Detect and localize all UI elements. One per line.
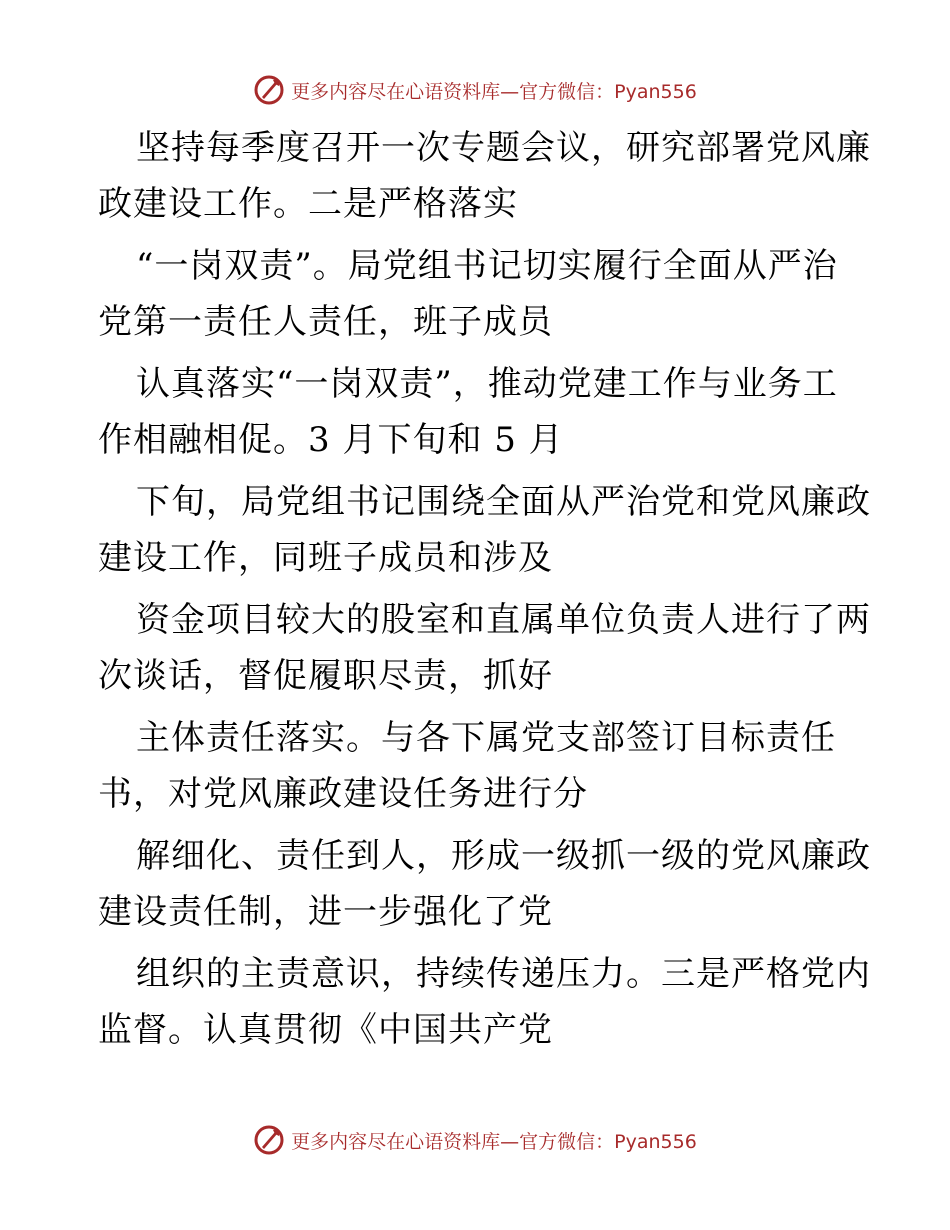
body-line: 主体责任落实。与各下属党支部签订目标责任 — [136, 718, 836, 758]
body-line: 政建设工作。二是严格落实 — [98, 184, 518, 224]
body-line: 建设工作，同班子成员和涉及 — [98, 538, 553, 578]
body-line: 解细化、责任到人，形成一级抓一级的党风廉政 — [136, 836, 871, 876]
quill-pen-logo-icon — [253, 74, 285, 106]
body-line: 作相融相促。3 月下旬和 5 月 — [98, 420, 564, 460]
body-line: 监督。认真贯彻《中国共产党 — [98, 1010, 553, 1050]
body-line: 认真落实“一岗双责”，推动党建工作与业务工 — [136, 364, 838, 404]
footer-banner-text: 更多内容尽在心语资料库—官方微信：Pyan556 — [291, 1130, 697, 1153]
header-banner — [0, 70, 950, 110]
body-line: 下旬，局党组书记围绕全面从严治党和党风廉政 — [136, 482, 871, 522]
body-line: 组织的主责意识，持续传递压力。三是严格党内 — [136, 954, 871, 994]
footer-banner — [0, 1120, 950, 1160]
body-line: 次谈话，督促履职尽责，抓好 — [98, 656, 553, 696]
body-line: 党第一责任人责任，班子成员 — [98, 302, 553, 342]
body-line: 书，对党风廉政建设任务进行分 — [98, 774, 588, 814]
body-line: 坚持每季度召开一次专题会议，研究部署党风廉 — [136, 128, 871, 168]
header-banner-text: 更多内容尽在心语资料库—官方微信：Pyan556 — [291, 80, 697, 103]
quill-pen-logo-icon — [253, 1124, 285, 1156]
body-line: “一岗双责”。局党组书记切实履行全面从严治 — [136, 246, 838, 286]
body-line: 建设责任制，进一步强化了党 — [98, 892, 553, 932]
body-line: 资金项目较大的股室和直属单位负责人进行了两 — [136, 600, 871, 640]
